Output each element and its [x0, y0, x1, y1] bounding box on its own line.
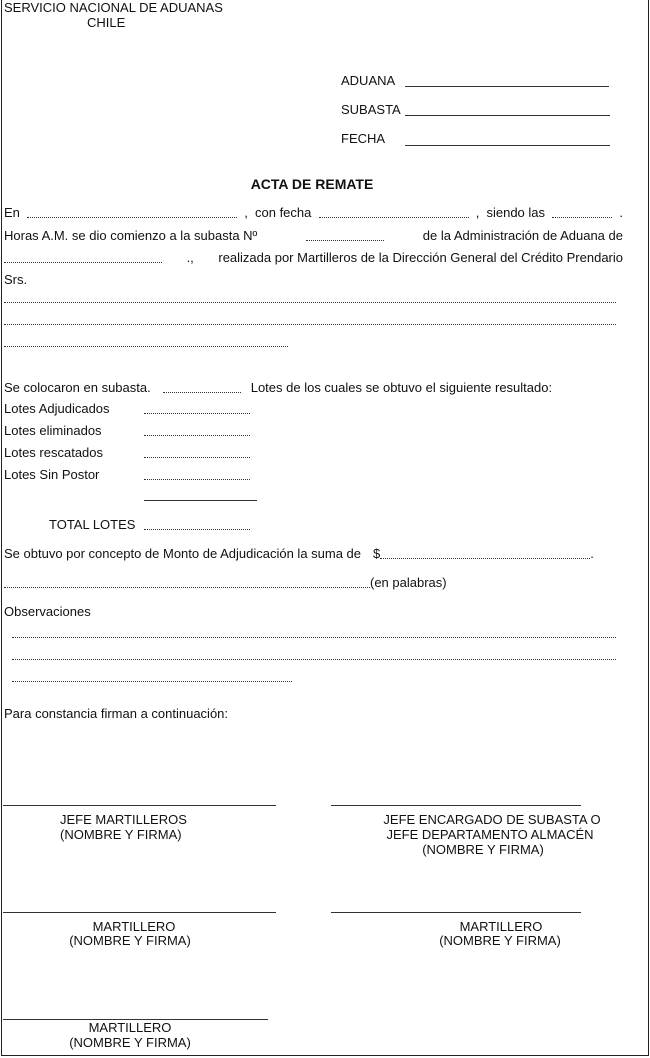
currency-sign: $	[373, 546, 381, 561]
signature-title: MARTILLERO	[88, 1020, 172, 1035]
signatures-intro: Para constancia firman a continuación:	[4, 706, 229, 721]
lots-intro-b: Lotes de los cuales se obtuvo el siguiente resultado:	[250, 380, 553, 395]
signature-subtitle: (NOMBRE Y FIRMA)	[69, 933, 191, 948]
intro-text: Horas A.M. se dio comienzo a la subasta Nº	[4, 228, 258, 243]
srs-blank-2[interactable]	[4, 324, 616, 325]
amount-blank[interactable]	[380, 547, 590, 559]
lots-rescatados-blank[interactable]	[144, 457, 250, 458]
aduana-field[interactable]	[405, 86, 609, 87]
intro-text: con fecha	[255, 205, 312, 220]
srs-blank-1[interactable]	[4, 302, 616, 303]
intro-text: realizada por Martilleros de la Dirección General del Crédito Prendario	[218, 250, 623, 265]
intro-line-3	[4, 250, 623, 266]
signature-line-martillero-2[interactable]	[331, 912, 581, 913]
amount-line	[4, 546, 594, 562]
lots-row-label: Lotes Sin Postor	[4, 467, 100, 482]
lots-row-label: Lotes Adjudicados	[4, 401, 110, 416]
sum-line	[144, 500, 257, 501]
intro-punct: .	[619, 205, 623, 220]
org-name: SERVICIO NACIONAL DE ADUANAS	[4, 0, 223, 15]
amount-label: Se obtuvo por concepto de Monto de Adjudicación la suma de	[4, 546, 362, 561]
lots-row-label: Lotes rescatados	[4, 445, 104, 460]
intro-text: En	[4, 205, 20, 220]
document-title: ACTA DE REMATE	[250, 176, 374, 192]
signature-line-martillero-1[interactable]	[3, 912, 276, 913]
lots-count-blank[interactable]	[163, 381, 241, 393]
intro-punct: ,	[244, 205, 248, 220]
observations-blank-1[interactable]	[12, 637, 616, 638]
amount-punct: .	[590, 546, 594, 561]
lugar-blank[interactable]	[27, 206, 237, 218]
intro-punct: .,	[186, 250, 194, 265]
fecha-field[interactable]	[405, 145, 610, 146]
subasta-field[interactable]	[405, 115, 610, 116]
fecha-label: FECHA	[341, 131, 386, 146]
intro-line-1	[4, 205, 623, 221]
signature-title: JEFE ENCARGADO DE SUBASTA O	[383, 812, 601, 827]
intro-text: de la Administración de Aduana de	[422, 228, 623, 243]
aduana-label: ADUANA	[341, 73, 396, 88]
observations-blank-2[interactable]	[12, 659, 616, 660]
lots-sin-postor-blank[interactable]	[144, 479, 250, 480]
total-lots-blank[interactable]	[144, 529, 250, 530]
intro-punct: ,	[475, 205, 480, 220]
hora-blank[interactable]	[552, 206, 612, 218]
total-lots-label: TOTAL LOTES	[49, 517, 136, 532]
intro-line-2	[4, 228, 623, 244]
lots-eliminados-blank[interactable]	[144, 435, 250, 436]
subasta-numero-blank[interactable]	[306, 229, 384, 241]
country-name: CHILE	[87, 15, 126, 30]
signature-subtitle: (NOMBRE Y FIRMA)	[439, 933, 561, 948]
amount-words-blank[interactable]	[4, 576, 370, 588]
amount-words-label: (en palabras)	[370, 575, 447, 590]
signature-subtitle: (NOMBRE Y FIRMA)	[69, 1035, 191, 1050]
signature-title: JEFE DEPARTAMENTO ALMACÉN	[386, 827, 594, 842]
srs-blank-3[interactable]	[4, 346, 288, 347]
intro-text: siendo las	[486, 205, 546, 220]
lots-row-label: Lotes eliminados	[4, 423, 102, 438]
signature-title: MARTILLERO	[459, 919, 543, 934]
signature-subtitle: (NOMBRE Y FIRMA)	[422, 842, 544, 857]
lots-intro-line	[4, 380, 552, 396]
fecha-blank[interactable]	[319, 206, 469, 218]
aduana-blank[interactable]	[4, 251, 162, 263]
lots-intro-a: Se colocaron en subasta.	[4, 380, 151, 395]
signature-line-jefe-martilleros[interactable]	[3, 805, 276, 806]
lots-adjudicados-blank[interactable]	[144, 413, 250, 414]
observations-blank-3[interactable]	[12, 681, 292, 682]
observations-label: Observaciones	[4, 604, 91, 619]
signature-subtitle: (NOMBRE Y FIRMA)	[60, 827, 182, 842]
srs-label: Srs.	[4, 272, 28, 287]
signature-title: JEFE MARTILLEROS	[60, 812, 187, 827]
signature-line-jefe-encargado[interactable]	[331, 805, 581, 806]
amount-words-line	[4, 575, 447, 591]
subasta-label: SUBASTA	[341, 102, 401, 117]
signature-title: MARTILLERO	[92, 919, 176, 934]
